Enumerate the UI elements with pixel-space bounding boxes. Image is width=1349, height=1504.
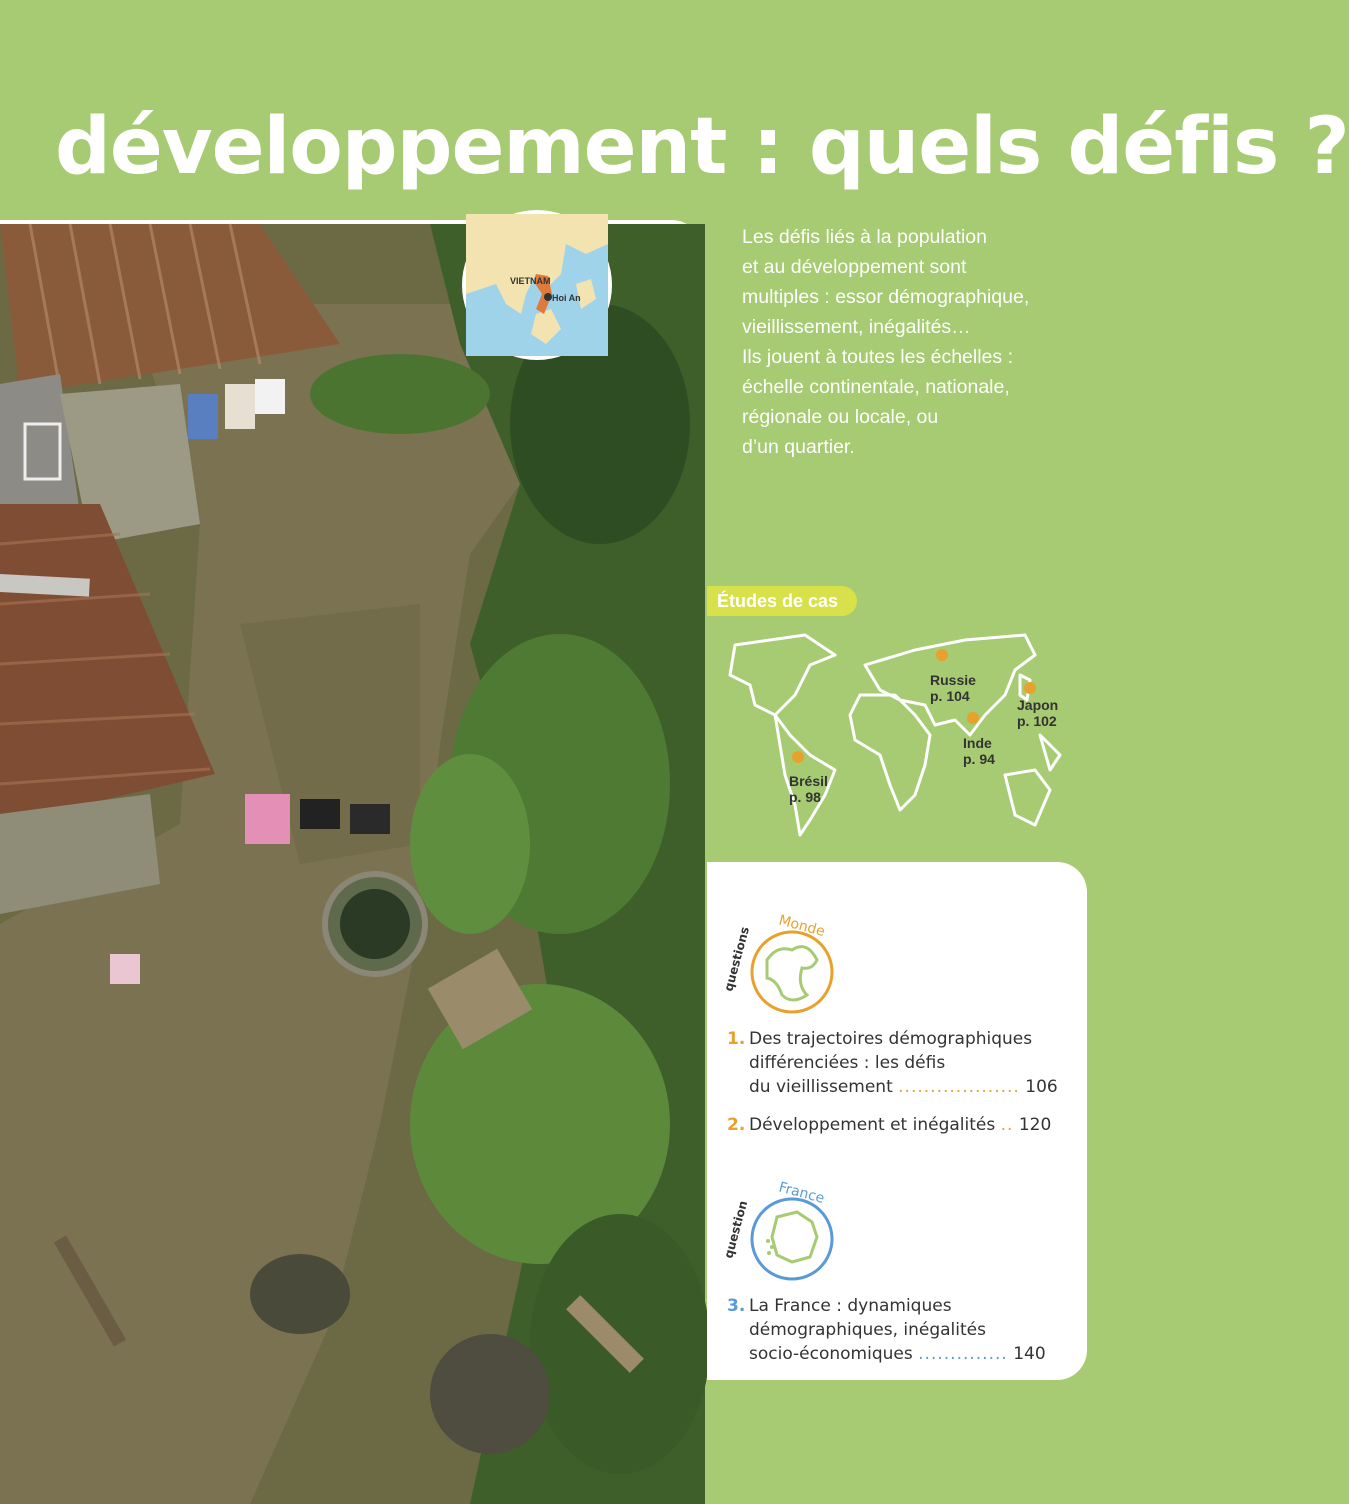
place-name: Inde xyxy=(963,735,992,751)
marker-bresil xyxy=(792,751,804,763)
question-number: 2. xyxy=(727,1115,746,1135)
place-page: p. 104 xyxy=(930,688,970,704)
question-france-badge xyxy=(722,1167,832,1277)
question-line: du vieillissement xyxy=(749,1077,893,1097)
marker-russie xyxy=(936,649,948,661)
question-page: 140 xyxy=(1013,1344,1046,1364)
leader-dots: .............. xyxy=(918,1344,1008,1364)
intro-line: vieillissement, inégalités… xyxy=(742,316,971,338)
question-number: 1. xyxy=(727,1029,746,1049)
badge-word-monde: Monde xyxy=(776,912,827,941)
place-name: Japon xyxy=(1017,697,1059,713)
map-label-japon[interactable] xyxy=(1017,697,1058,729)
questions-card xyxy=(707,862,1087,1380)
badge-word-question: question xyxy=(721,1199,751,1260)
intro-line: échelle continentale, nationale, xyxy=(742,376,1010,398)
page-title: développement : quels défis ? xyxy=(55,102,1349,192)
intro-line: multiples : essor démographique, xyxy=(742,286,1030,308)
globe-country-label: VIETNAM xyxy=(510,276,551,286)
place-name: Brésil xyxy=(789,773,828,789)
place-name: Russie xyxy=(930,672,976,688)
globe-city-label: Hoi An xyxy=(552,293,581,303)
badge-word-france: France xyxy=(776,1179,827,1207)
intro-line: et au développement sont xyxy=(742,256,967,278)
question-page: 120 xyxy=(1018,1115,1052,1135)
place-page: p. 102 xyxy=(1017,713,1057,729)
intro-line: Ils jouent à toutes les échelles : xyxy=(742,346,1013,368)
intro-text xyxy=(742,222,1082,462)
map-label-russie[interactable] xyxy=(930,672,976,704)
marker-japon xyxy=(1024,682,1036,694)
question-item-1[interactable] xyxy=(727,1027,1077,1099)
intro-line: Les défis liés à la population xyxy=(742,226,987,248)
aerial-photo xyxy=(0,220,705,1500)
leader-dots: .. xyxy=(1000,1115,1014,1135)
question-line: socio-économiques xyxy=(749,1344,913,1364)
case-studies-label: Études de cas xyxy=(707,586,857,616)
question-line: démographiques, inégalités xyxy=(749,1320,986,1340)
leader-dots: ................... xyxy=(898,1077,1020,1097)
question-line: Des trajectoires démographiques xyxy=(749,1029,1033,1049)
intro-line: d’un quartier. xyxy=(742,436,855,458)
question-item-3[interactable] xyxy=(727,1294,1077,1366)
question-line: Développement et inégalités xyxy=(749,1115,996,1135)
question-page: 106 xyxy=(1025,1077,1058,1097)
place-page: p. 94 xyxy=(963,751,995,767)
question-number: 3. xyxy=(727,1296,746,1316)
world-outline-map xyxy=(715,625,1095,845)
question-item-2[interactable] xyxy=(727,1113,1077,1137)
map-label-bresil[interactable] xyxy=(789,773,828,805)
place-page: p. 98 xyxy=(789,789,821,805)
map-label-inde[interactable] xyxy=(963,735,995,767)
question-line: La France : dynamiques xyxy=(749,1296,952,1316)
questions-monde-badge xyxy=(722,900,832,1010)
marker-inde xyxy=(967,712,979,724)
question-line: différenciées : les défis xyxy=(749,1053,946,1073)
intro-line: régionale ou locale, ou xyxy=(742,406,939,428)
locator-globe xyxy=(462,210,612,360)
badge-word-questions: questions xyxy=(721,925,753,993)
